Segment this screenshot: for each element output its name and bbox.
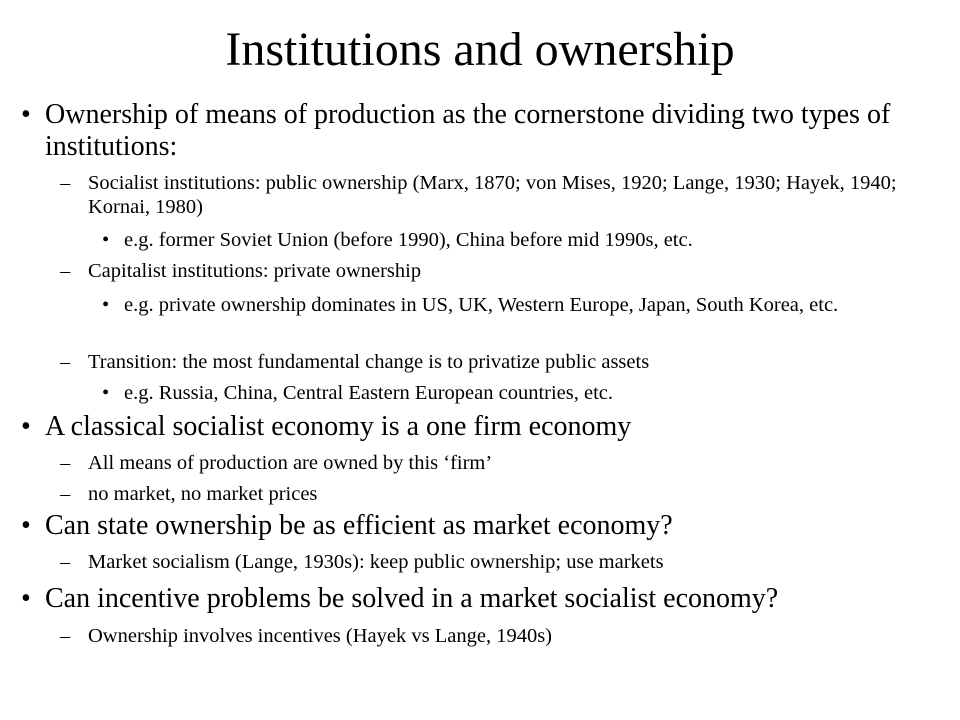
dash-icon: –: [60, 260, 71, 282]
bullet-text: Can state ownership be as efficient as market economy?: [45, 510, 673, 541]
bullet-icon: •: [102, 229, 110, 251]
bullet-text: Ownership of means of production as the cornerstone dividing two types of institutions:: [45, 99, 891, 162]
sub-item-text: All means of production are owned by this ‘firm’: [88, 452, 493, 474]
bullet-text: Can incentive problems be solved in a market socialist economy?: [45, 583, 779, 614]
bullet-icon: •: [21, 99, 31, 130]
dash-icon: –: [60, 452, 71, 474]
bullet-icon: •: [102, 294, 110, 316]
sub-sub-item-text: e.g. Russia, China, Central Eastern European countries, etc.: [124, 382, 614, 404]
sub-sub-item-text: e.g. former Soviet Union (before 1990), China before mid 1990s, etc.: [124, 229, 693, 251]
sub-sub-item-text: e.g. private ownership dominates in US, UK, Western Europe, Japan, South Korea, etc.: [124, 294, 839, 316]
bullet-text: A classical socialist economy is a one firm economy: [45, 411, 632, 442]
bullet-icon: •: [102, 382, 110, 404]
dash-icon: –: [60, 351, 71, 373]
dash-icon: –: [60, 551, 71, 573]
sub-item-text: Socialist institutions: public ownership (Marx, 1870; von Mises, 1920; Lange, 1930; Hayek, 1940; Kornai, 1980): [88, 172, 897, 218]
dash-icon: –: [60, 483, 71, 505]
dash-icon: –: [60, 172, 71, 194]
bullet-icon: •: [21, 411, 31, 442]
sub-item-text: Ownership involves incentives (Hayek vs Lange, 1940s): [88, 625, 552, 647]
sub-item-text: Transition: the most fundamental change is to privatize public assets: [88, 351, 650, 373]
slide-title: Institutions and ownership: [225, 23, 735, 76]
sub-item-text: no market, no market prices: [88, 483, 318, 505]
sub-item-text: Market socialism (Lange, 1930s): keep public ownership; use markets: [88, 551, 664, 573]
dash-icon: –: [60, 625, 71, 647]
bullet-icon: •: [21, 583, 31, 614]
bullet-icon: •: [21, 510, 31, 541]
sub-item-text: Capitalist institutions: private ownership: [88, 260, 422, 282]
